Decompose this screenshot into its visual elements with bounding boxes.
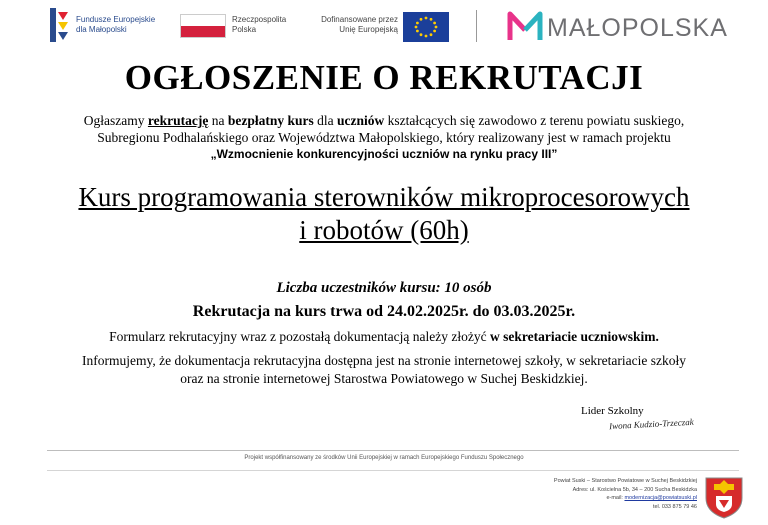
footer-project-note: Projekt współfinansowany ze środków Unii Europejskiej w ramach Europejskiego Funduszu Społecznego — [244, 455, 524, 461]
project-name: „Wzmocnienie konkurencyjności uczniów na rynku pracy III” — [210, 147, 558, 161]
signature: Iwona Kudzio-Trzeczak — [608, 416, 694, 432]
logo-divider — [476, 10, 477, 42]
rp-line2: Polska — [232, 25, 257, 34]
info-line2: oraz na stronie internetowej Starostwa Powiatowego w Suchej Beskidzkiej. — [180, 371, 588, 386]
ue-line1: Dofinansowane przez — [321, 15, 398, 24]
eu-flag-icon — [403, 12, 449, 42]
address-phone: tel. 033 875 79 46 — [652, 503, 697, 510]
address-line1: Powiat Suski – Starostwo Powiatowe w Suchej Beskidzkiej — [553, 478, 697, 484]
rzeczpospolita-logo — [180, 8, 300, 42]
polish-flag-icon — [180, 14, 226, 38]
eu-cofinancing-logo — [310, 8, 455, 42]
powiat-crest-icon — [702, 474, 746, 520]
rp-line1: Rzeczpospolita — [232, 15, 287, 24]
address-email-row: e-mail: modernizacja@powiatsuski.pl — [606, 495, 697, 501]
ue-line2: Unię Europejską — [339, 25, 398, 34]
fundusze-europejskie-logo — [50, 8, 170, 42]
intro-line2: Subregionu Podhalańskiego oraz Województwa Małopolskiego, który realizowany jest w ramach projektu — [97, 130, 671, 145]
email-link[interactable]: modernizacja@powiatsuski.pl — [624, 495, 697, 501]
malopolska-m-icon — [507, 8, 543, 44]
intro-paragraph — [28, 112, 740, 163]
signer-title: Lider Szkolny — [581, 405, 644, 417]
rp-logo-text — [232, 15, 286, 35]
participants-count: Liczba uczestników kursu: 10 osób — [276, 280, 492, 296]
fe-line2: dla Małopolski — [76, 25, 127, 34]
footer-address — [540, 477, 697, 511]
info-paragraph — [20, 352, 748, 388]
malopolska-logo — [507, 6, 732, 46]
footer-divider-top — [47, 450, 739, 451]
course-title-line1: Kurs programowania sterowników mikroprocesorowych — [78, 182, 690, 212]
malopolska-text: MAŁOPOLSKA — [547, 14, 728, 42]
ue-logo-text — [310, 15, 398, 35]
page-title: OGŁOSZENIE O REKRUTACJI — [124, 58, 644, 97]
address-line2: Adres: ul. Kościelna 5b, 34 – 200 Sucha Beskidzka — [572, 486, 697, 493]
footer-divider-bottom — [47, 470, 739, 471]
form-instructions: Formularz rekrutacyjny wraz z pozostałą dokumentacją należy złożyć w sekretariacie uczniowskim. — [109, 329, 659, 344]
intro-line1: Ogłaszamy rekrutację na bezpłatny kurs dla uczniów kształcących się zawodowo z terenu powiatu suskiego, — [83, 113, 685, 128]
logo-strip — [0, 0, 768, 52]
fe-logo-text — [76, 15, 155, 35]
course-title — [0, 181, 768, 247]
info-line1: Informujemy, że dokumentacja rekrutacyjna dostępna jest na stronie internetowej szkoły, w sekretariacie szkoły — [81, 353, 687, 368]
recruitment-dates: Rekrutacja na kurs trwa od 24.02.2025r. do 03.03.2025r. — [192, 303, 576, 320]
fe-line1: Fundusze Europejskie — [76, 15, 156, 24]
course-title-line2: i robotów (60h) — [299, 215, 469, 245]
fe-star-icon — [50, 8, 70, 42]
